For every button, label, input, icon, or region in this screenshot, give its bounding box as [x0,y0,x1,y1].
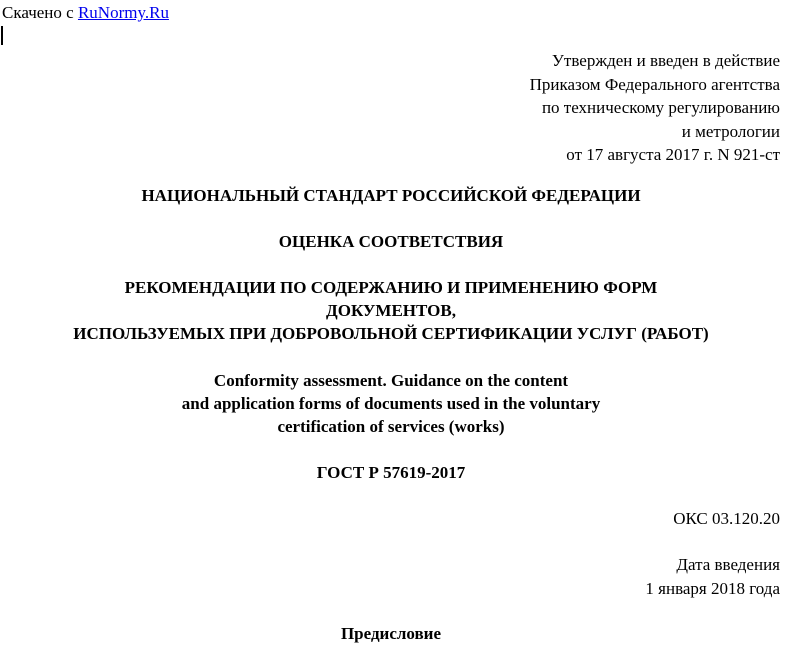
approval-line: по техническому регулированию [541,98,780,117]
intro-date [645,553,780,600]
approval-block [530,49,780,167]
title-ru [0,276,782,345]
foreword-heading: Предисловие [340,624,442,643]
runormy-link[interactable]: RuNormy.Ru [77,3,169,22]
intro-date-label: Дата введения [676,555,780,574]
approval-line: Приказом Федерального агентства [529,74,780,94]
title-en-line: and application forms of documents used in the voluntary [181,394,601,413]
text-cursor [1,26,3,45]
title-ru-line: ДОКУМЕНТОВ, [326,301,456,320]
oks-code: ОКС 03.120.20 [673,509,780,528]
section-title: ОЦЕНКА СООТВЕТСТВИЯ [278,232,504,251]
title-en-line: certification of services (works) [277,417,505,436]
title-en [0,369,782,438]
source-prefix: Скачено с [2,3,78,22]
approval-line: и метрологии [681,121,780,141]
source-line [2,3,169,23]
approval-line: от 17 августа 2017 г. N 921-ст [566,145,780,164]
title-ru-line: РЕКОМЕНДАЦИИ ПО СОДЕРЖАНИЮ И ПРИМЕНЕНИЮ ФОРМ [124,278,658,297]
intro-date-value: 1 января 2018 года [645,578,780,598]
gost-number: ГОСТ Р 57619-2017 [316,463,466,482]
approval-line: Утвержден и введен в действие [551,51,780,70]
title-en-line: Conformity assessment. Guidance on the content [213,371,569,390]
title-ru-line: ИСПОЛЬЗУЕМЫХ ПРИ ДОБРОВОЛЬНОЙ СЕРТИФИКАЦИИ УСЛУГ (РАБОТ) [73,324,709,343]
standard-heading: НАЦИОНАЛЬНЫЙ СТАНДАРТ РОССИЙСКОЙ ФЕДЕРАЦИИ [141,186,641,205]
